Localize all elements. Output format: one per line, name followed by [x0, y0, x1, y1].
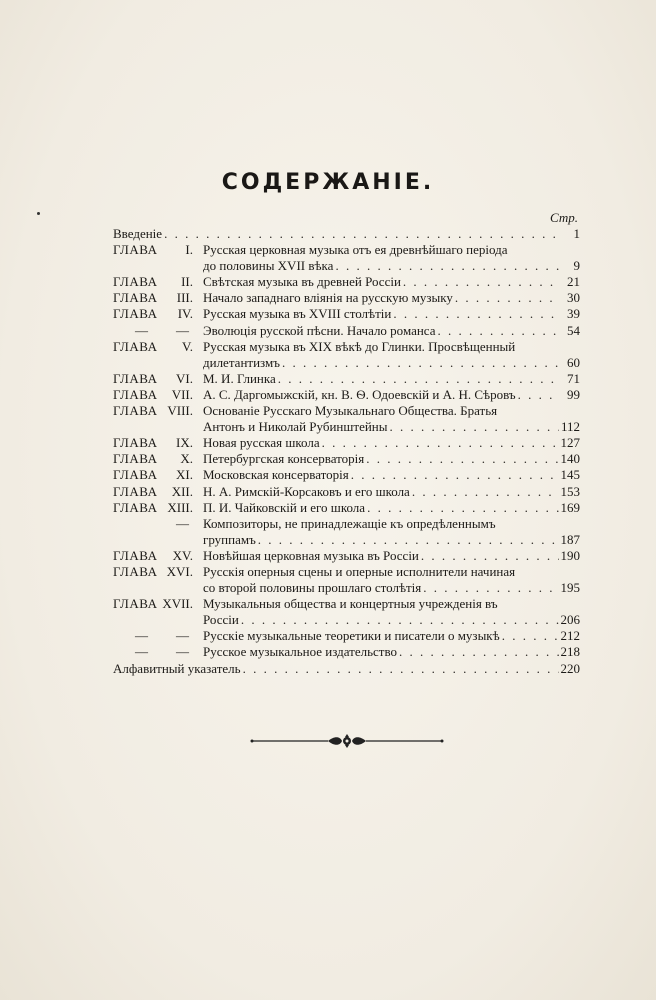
leader-dots	[367, 500, 558, 516]
toc-line	[113, 306, 580, 322]
leader-dots	[393, 306, 560, 322]
page-number: 140	[560, 451, 580, 467]
chapter-label: ГЛАВА	[113, 547, 158, 563]
chapter-number: XI.	[176, 467, 193, 483]
toc-line	[113, 258, 580, 274]
entry-title: Начало западнаго вліянія на русскую музыку	[203, 290, 453, 306]
page-number: 206	[560, 612, 580, 628]
entry-title: со второй половины прошлаго столѣтія	[203, 580, 422, 596]
chapter-label: ГЛАВА	[113, 596, 158, 612]
entry-title: Н. А. Римскій-Корсаковъ и его школа	[203, 483, 410, 499]
page-number: 60	[567, 354, 580, 370]
entry-title: до половины XVII вѣка	[203, 258, 334, 274]
chapter-number: —	[176, 644, 189, 660]
entry-title: Петербургская консерваторія	[203, 451, 365, 467]
chapter-number: VIII.	[167, 403, 193, 419]
entry-title: группамъ	[203, 531, 256, 547]
chapter-marker	[113, 371, 193, 387]
chapter-label: ГЛАВА	[113, 451, 158, 467]
chapter-marker	[113, 435, 193, 451]
chapter-number: XV.	[172, 547, 193, 563]
leader-dots	[282, 355, 560, 371]
toc-line	[113, 226, 580, 242]
toc-line	[113, 387, 580, 403]
toc-line	[113, 516, 580, 532]
chapter-label: ГЛАВА	[113, 338, 158, 354]
toc-line	[113, 403, 580, 419]
page-number: 71	[567, 370, 580, 386]
chapter-number: V.	[182, 338, 193, 354]
chapter-label: ГЛАВА	[113, 306, 158, 322]
chapter-marker	[113, 500, 193, 516]
chapter-label: —	[135, 644, 148, 660]
chapter-marker	[113, 548, 193, 564]
toc-line	[113, 419, 580, 435]
page-number: 30	[567, 290, 580, 306]
entry-title: Русскіе музыкальные теоретики и писатели о музыкѣ	[203, 628, 500, 644]
entry-title: дилетантизмъ	[203, 354, 280, 370]
entry-title: Новая русская школа	[203, 435, 320, 451]
chapter-number: III.	[176, 290, 193, 306]
leader-dots	[164, 226, 560, 242]
chapter-label: ГЛАВА	[113, 403, 158, 419]
page-column-label: Стр.	[550, 210, 578, 225]
leader-dots	[366, 451, 558, 467]
chapter-label: ГЛАВА	[113, 483, 158, 499]
leader-dots	[399, 644, 558, 660]
toc-line	[113, 661, 580, 677]
chapter-marker	[113, 242, 193, 258]
toc-line	[113, 644, 580, 660]
chapter-label: ГЛАВА	[113, 499, 158, 515]
table-of-contents	[113, 226, 580, 677]
chapter-number: I.	[185, 242, 193, 258]
entry-title: Композиторы, не принадлежащіе къ опредѣленнымъ	[203, 515, 496, 531]
leader-dots	[389, 419, 558, 435]
chapter-marker	[113, 306, 193, 322]
leader-dots	[278, 371, 560, 387]
chapter-number: XII.	[171, 483, 193, 499]
toc-line	[113, 355, 580, 371]
entry-title: Введеніе	[113, 226, 163, 241]
leader-dots	[455, 290, 560, 306]
chapter-marker	[113, 274, 193, 290]
entry-title: Россіи	[203, 612, 239, 628]
toc-line	[113, 580, 580, 596]
leader-dots	[438, 323, 560, 339]
leader-dots	[258, 532, 559, 548]
leader-dots	[518, 387, 560, 403]
page-number: 212	[560, 628, 580, 644]
page-number: 54	[567, 322, 580, 338]
entry-title: Антонъ и Николай Рубинштейны	[203, 419, 388, 435]
leader-dots	[241, 612, 559, 628]
entry-title: А. С. Даргомыжскій, кн. В. Ѳ. Одоевскій и А. Н. Сѣровъ	[203, 386, 516, 402]
entry-title: Русская музыка въ XIX вѣкѣ до Глинки. Просвѣщенный	[203, 338, 516, 354]
leader-dots	[322, 435, 559, 451]
entry-title: М. И. Глинка	[203, 370, 276, 386]
page-number: 99	[567, 386, 580, 402]
chapter-number: XIII.	[167, 499, 193, 515]
chapter-number: X.	[180, 451, 193, 467]
entry-title: Музыкальныя общества и концертныя учрежденія въ	[203, 596, 498, 612]
chapter-label: ГЛАВА	[113, 467, 158, 483]
toc-line	[113, 290, 580, 306]
chapter-marker	[113, 467, 193, 483]
page-number: 220	[560, 660, 580, 676]
chapter-label: —	[135, 322, 148, 338]
page-number: 187	[560, 531, 580, 547]
page-number: 21	[567, 274, 580, 290]
leader-dots	[403, 274, 560, 290]
chapter-marker	[113, 564, 193, 580]
page-number: 195	[560, 580, 580, 596]
chapter-number: —	[176, 322, 189, 338]
page-number: 39	[567, 306, 580, 322]
page-number: 153	[560, 483, 580, 499]
ink-speck	[37, 212, 40, 215]
leader-dots	[243, 661, 559, 677]
chapter-number: IV.	[177, 306, 193, 322]
ornament-divider	[250, 733, 444, 749]
chapter-label: ГЛАВА	[113, 563, 158, 579]
chapter-number: XVI.	[166, 563, 193, 579]
chapter-number: VI.	[176, 370, 193, 386]
leader-dots	[423, 580, 558, 596]
chapter-label: ГЛАВА	[113, 242, 158, 258]
toc-line	[113, 339, 580, 355]
chapter-label: ГЛАВА	[113, 274, 158, 290]
chapter-marker	[113, 484, 193, 500]
toc-line	[113, 242, 580, 258]
entry-title: Основаніе Русскаго Музыкальнаго Общества. Братья	[203, 403, 498, 419]
toc-line	[113, 596, 580, 612]
chapter-number: IX.	[176, 435, 193, 451]
toc-line	[113, 484, 580, 500]
chapter-label: ГЛАВА	[113, 370, 158, 386]
leader-dots	[421, 548, 559, 564]
entry-title: Московская консерваторія	[203, 467, 349, 483]
leader-dots	[351, 467, 559, 483]
leader-dots	[335, 258, 560, 274]
chapter-label: ГЛАВА	[113, 386, 158, 402]
page-number: 127	[560, 435, 580, 451]
toc-line	[113, 371, 580, 387]
toc-line	[113, 500, 580, 516]
entry-title: Русская музыка въ XVIII столѣтіи	[203, 306, 392, 322]
toc-line	[113, 323, 580, 339]
entry-title: Русскія оперныя сцены и оперные исполнители начиная	[203, 563, 516, 579]
chapter-number: II.	[181, 274, 193, 290]
chapter-label: ГЛАВА	[113, 435, 158, 451]
chapter-marker	[113, 596, 193, 612]
chapter-number: —	[176, 515, 189, 531]
entry-title: Алфавитный указатель	[113, 660, 241, 676]
entry-title: Русская церковная музыка отъ ея древнѣйшаго періода	[203, 242, 508, 258]
toc-line	[113, 532, 580, 548]
chapter-marker	[113, 290, 193, 306]
page-number: 1	[573, 226, 580, 241]
toc-line	[113, 435, 580, 451]
page-number: 9	[573, 258, 580, 274]
page-number: 190	[560, 547, 580, 563]
page-number: 218	[560, 644, 580, 660]
entry-title: Эволюція русской пѣсни. Начало романса	[203, 322, 436, 338]
entry-title: Новѣйшая церковная музыка въ Россіи	[203, 547, 419, 563]
page-title: СОДЕРЖАНІЕ.	[221, 170, 435, 195]
toc-line	[113, 564, 580, 580]
chapter-number: —	[176, 628, 189, 644]
toc-line	[113, 467, 580, 483]
toc-line	[113, 274, 580, 290]
toc-line	[113, 548, 580, 564]
chapter-label: ГЛАВА	[113, 290, 158, 306]
chapter-label: —	[135, 628, 148, 644]
page-number: 145	[560, 467, 580, 483]
chapter-marker	[113, 451, 193, 467]
leader-dots	[502, 628, 559, 644]
toc-line	[113, 451, 580, 467]
chapter-number: VII.	[171, 386, 193, 402]
toc-line	[113, 628, 580, 644]
chapter-marker	[113, 403, 193, 419]
chapter-marker	[113, 387, 193, 403]
entry-title: Свѣтская музыка въ древней Россіи	[203, 274, 401, 290]
chapter-marker	[113, 339, 193, 355]
page-number: 112	[560, 419, 580, 435]
toc-line	[113, 612, 580, 628]
chapter-number: XVII.	[162, 596, 193, 612]
entry-title: Русское музыкальное издательство	[203, 644, 398, 660]
page-number: 169	[560, 499, 580, 515]
leader-dots	[412, 484, 559, 500]
entry-title: П. И. Чайковскій и его школа	[203, 499, 366, 515]
